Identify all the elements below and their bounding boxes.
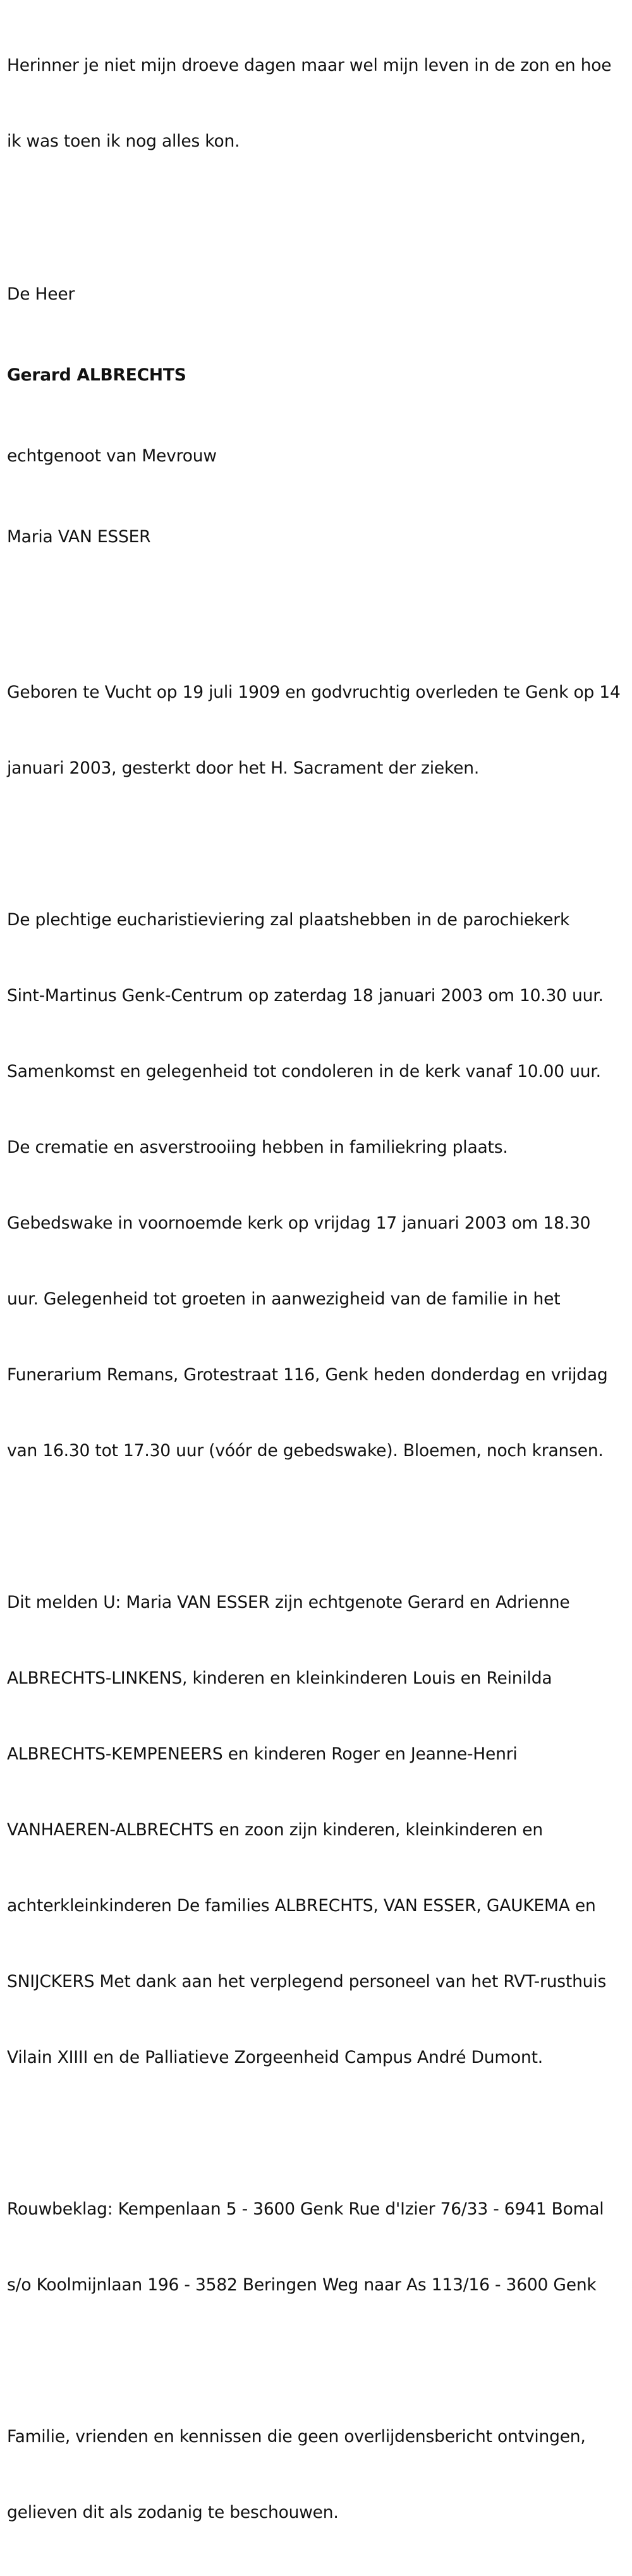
ceremony-paragraph — [7, 857, 628, 1514]
spacer — [7, 603, 628, 629]
spacer — [7, 2121, 628, 2146]
condolence-address-paragraph — [7, 2146, 628, 2348]
text-line: Vilain XIIII en de Palliatieve Zorgeenheid Campus André Dumont. — [7, 2048, 543, 2067]
text-line: s/o Koolmijnlaan 196 - 3582 Beringen Weg naar As 113/16 - 3600 Genk — [7, 2275, 597, 2295]
text-line: Gebedswake in voornoemde kerk op vrijdag 17 januari 2003 om 18.30 — [7, 1213, 591, 1233]
text-line: De plechtige eucharistieviering zal plaatshebben in de parochiekerk — [7, 910, 570, 930]
announcement-paragraph — [7, 1540, 628, 2121]
text-line: Samenkomst en gelegenheid tot condoleren in de kerk vanaf 10.00 uur. — [7, 1062, 601, 1081]
text-line: Sint-Martinus Genk-Centrum op zaterdag 18 januari 2003 om 10.30 uur. — [7, 986, 604, 1005]
text-line: uur. Gelegenheid tot groeten in aanwezigheid van de familie in het — [7, 1289, 561, 1309]
deceased-block — [7, 229, 628, 603]
text-line: van 16.30 tot 17.30 uur (vóór de gebedswake). Bloemen, noch kransen. — [7, 1441, 604, 1461]
text-line: De crematie en asverstrooiing hebben in familiekring plaats. — [7, 1138, 508, 1157]
text-line: VANHAEREN-ALBRECHTS en zoon zijn kinderen, kleinkinderen en — [7, 1820, 543, 1840]
spacer — [7, 2348, 628, 2374]
birth-death-paragraph — [7, 629, 628, 832]
text-line: januari 2003, gesterkt door het H. Sacrament der zieken. — [7, 758, 480, 778]
text-line: SNIJCKERS Met dank aan het verplegend personeel van het RVT-rusthuis — [7, 1972, 607, 1991]
obituary-document — [7, 3, 628, 2576]
salutation: De Heer — [7, 284, 75, 304]
text-line: Dit melden U: Maria VAN ESSER zijn echtgenote Gerard en Adrienne — [7, 1593, 570, 1612]
text-line: ALBRECHTS-LINKENS, kinderen en kleinkinderen Louis en Reinilda — [7, 1668, 552, 1688]
spouse-name: Maria VAN ESSER — [7, 527, 151, 547]
deceased-name: Gerard ALBRECHTS — [7, 365, 186, 385]
closing-paragraph — [7, 2374, 628, 2576]
spacer — [7, 1514, 628, 1540]
spacer — [7, 205, 628, 230]
text-line: gelieven dit als zodanig te beschouwen. — [7, 2503, 339, 2522]
text-line: Funerarium Remans, Grotestraat 116, Genk heden donderdag en vrijdag — [7, 1365, 608, 1385]
text-line: achterkleinkinderen De families ALBRECHTS, VAN ESSER, GAUKEMA en — [7, 1896, 596, 1916]
text-line: ALBRECHTS-KEMPENEERS en kinderen Roger en Jeanne-Henri — [7, 1744, 518, 1764]
text-line: Familie, vrienden en kennissen die geen overlijdensbericht ontvingen, — [7, 2427, 586, 2446]
spouse-intro: echtgenoot van Mevrouw — [7, 446, 217, 466]
quote-line: ik was toen ik nog alles kon. — [7, 131, 240, 151]
text-line: Geboren te Vucht op 19 juli 1909 en godvruchtig overleden te Genk op 14 — [7, 683, 621, 702]
spacer — [7, 832, 628, 857]
text-line: Rouwbeklag: Kempenlaan 5 - 3600 Genk Rue d'Izier 76/33 - 6941 Bomal — [7, 2199, 604, 2219]
memorial-quote — [7, 3, 628, 205]
quote-line: Herinner je niet mijn droeve dagen maar wel mijn leven in de zon en hoe — [7, 56, 612, 75]
